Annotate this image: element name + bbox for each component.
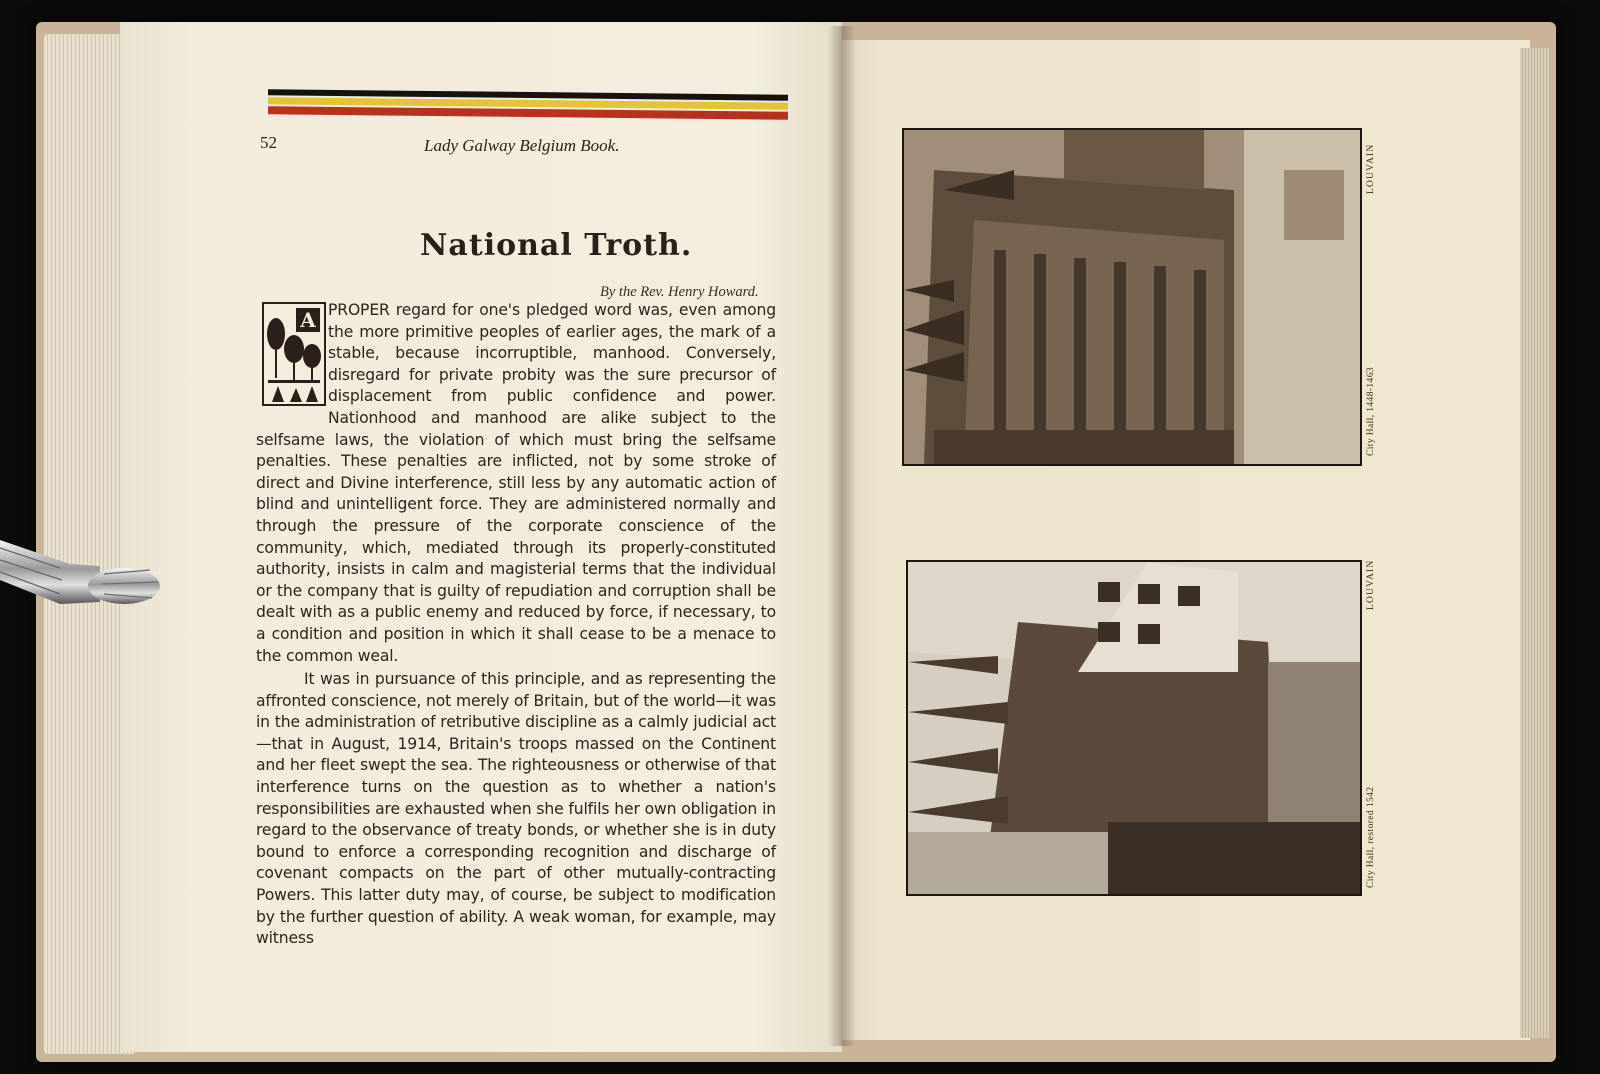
- article-title: National Troth.: [420, 228, 693, 263]
- paragraph-2: It was in pursuance of this principle, and as representing the affronted conscience, not merely of Britain, but of the world—it was in the administration of retributive discipline as a calmly judicial act—that in August, 1914, Britain's troops massed on the Continent and her fleet swept the sea. The righteousness or otherwise of that interference turns on the question as to whether a nation's responsibilities are exhausted when she fulfils her own obligation in regard to the observance of treaty bonds, or whether she is in duty bound to enforce a corresponding recognition and discharge of covenant compacts on the part of other mutually-contracting Powers. This latter duty may, of course, be subject to modification by the further question of ability. A weak woman, for example, may witness: [256, 670, 776, 948]
- plate-city-hall-1448: [902, 128, 1362, 466]
- running-head: Lady Galway Belgium Book.: [424, 136, 620, 155]
- city-hall-engraving: [904, 130, 1360, 464]
- book-gutter: [828, 26, 856, 1046]
- drop-cap-ornament: [262, 302, 326, 406]
- page-edges-right: [1520, 48, 1550, 1038]
- byline: By the Rev. Henry Howard.: [600, 284, 759, 300]
- plate-2-place-label: LOUVAIN: [1366, 559, 1376, 610]
- drop-cap-letter: A: [296, 308, 320, 332]
- page-number: 52: [260, 133, 277, 152]
- plate-1-place-label: LOUVAIN: [1366, 143, 1376, 194]
- city-hall-photograph: [908, 562, 1360, 894]
- plate-city-hall-1542: [906, 560, 1362, 896]
- page-clip: [0, 540, 170, 616]
- article-body: [256, 300, 776, 950]
- paragraph-1: PROPER regard for one's pledged word was, even among the more primitive peoples of earlier ages, the mark of a stable, because incorruptible, manhood. Conversely, disregard for private probity was the sure precursor of displacement from public confidence and power. Nationhood and manhood are alike subject to the selfsame laws, the violation of which must bring the selfsame penalties. These penalties are inflicted, not by some stroke of direct and Divine interference, still less by any automatic action of blind and unintelligent force. They are administered normally and through the pressure of the corporate conscience of the community, which, mediated through its properly-constituted authority, insists in calm and magisterial terms that the individual or the company that is guilty of repudiation and corruption shall be dealt with as a public enemy and reduced by force, if necessary, to a condition and position in which it shall cease to be a menace to the common weal.: [256, 301, 776, 665]
- plate-1-caption: City Hall, 1448-1463: [1366, 366, 1376, 456]
- plate-2-caption: City Hall, restored 1542: [1366, 786, 1376, 888]
